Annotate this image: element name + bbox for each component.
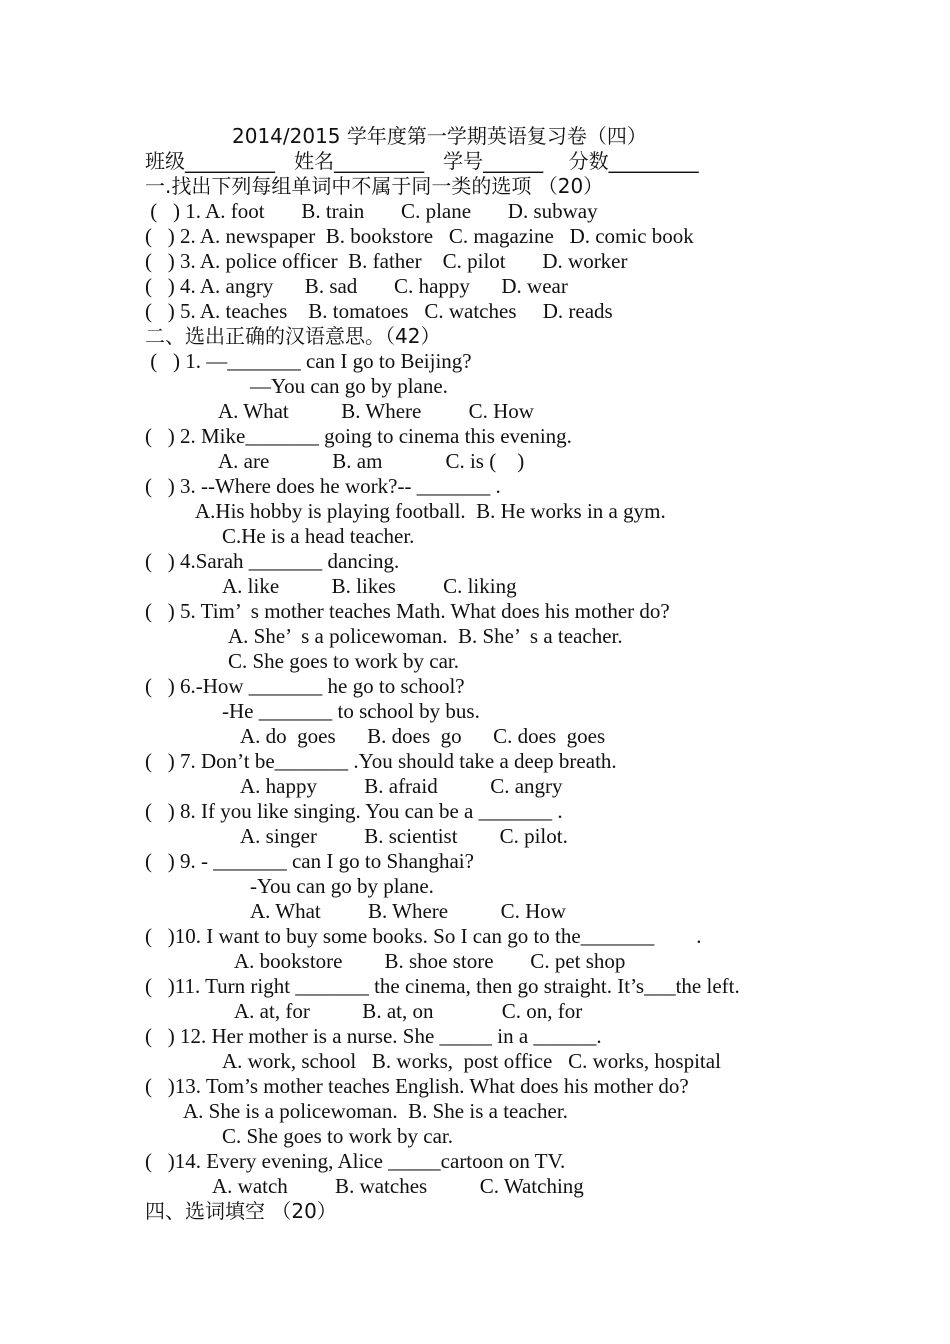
answer-line: -You can go by plane.: [250, 874, 434, 898]
student-info-line: 班级_________ 姓名_________ 学号______ 分数_________: [145, 149, 699, 173]
question-line: ( ) 4. A. angry B. sad C. happy D. wear: [145, 274, 568, 298]
options-line: A. She’ s a policewoman. B. She’ s a teacher.: [228, 624, 623, 648]
question-line: ( ) 3. --Where does he work?-- _______ .: [145, 474, 501, 498]
question-line: ( ) 6.-How _______ he go to school?: [145, 674, 465, 698]
question-line: ( ) 5. Tim’ s mother teaches Math. What does his mother do?: [145, 599, 670, 623]
question-line: ( ) 8. If you like singing. You can be a _______ .: [145, 799, 563, 823]
answer-line: -He _______ to school by bus.: [222, 699, 480, 723]
options-line: A. like B. likes C. liking: [222, 574, 517, 598]
question-line: ( )10. I want to buy some books. So I can go to the_______ .: [145, 924, 702, 948]
options-line: C.He is a head teacher.: [222, 524, 415, 548]
question-line: ( )13. Tom’s mother teaches English. What does his mother do?: [145, 1074, 689, 1098]
question-line: ( ) 7. Don’t be_______ .You should take a deep breath.: [145, 749, 617, 773]
options-line: A. do goes B. does go C. does goes: [240, 724, 606, 748]
question-line: ( ) 1. A. foot B. train C. plane D. subway: [145, 199, 598, 223]
options-line: C. She goes to work by car.: [222, 1124, 453, 1148]
question-line: ( ) 9. - _______ can I go to Shanghai?: [145, 849, 474, 873]
answer-line: —You can go by plane.: [250, 374, 448, 398]
options-line: A. What B. Where C. How: [250, 899, 566, 923]
options-line: A. She is a policewoman. B. She is a teacher.: [183, 1099, 568, 1123]
section-2-heading: 二、选出正确的汉语意思。（42）: [145, 324, 441, 348]
options-line: A. bookstore B. shoe store C. pet shop: [234, 949, 626, 973]
question-line: ( ) 5. A. teaches B. tomatoes C. watches D. reads: [145, 299, 613, 323]
options-line: A.His hobby is playing football. B. He works in a gym.: [195, 499, 666, 523]
options-line: A. work, school B. works, post office C. works, hospital: [222, 1049, 721, 1073]
question-line: ( ) 3. A. police officer B. father C. pilot D. worker: [145, 249, 628, 273]
section-1-heading: 一.找出下列每组单词中不属于同一类的选项 （20）: [145, 174, 604, 198]
options-line: A. watch B. watches C. Watching: [212, 1174, 584, 1198]
options-line: C. She goes to work by car.: [228, 649, 459, 673]
question-line: ( ) 4.Sarah _______ dancing.: [145, 549, 400, 573]
options-line: A. are B. am C. is ( ): [218, 449, 525, 473]
exam-title: 2014/2015 学年度第一学期英语复习卷（四）: [232, 124, 647, 148]
question-line: ( )11. Turn right _______ the cinema, then go straight. It’s___the left.: [145, 974, 740, 998]
section-4-heading: 四、选词填空 （20）: [145, 1199, 337, 1223]
options-line: A. singer B. scientist C. pilot.: [240, 824, 568, 848]
question-line: ( ) 1. —_______ can I go to Beijing?: [145, 349, 472, 373]
question-line: ( )14. Every evening, Alice _____cartoon on TV.: [145, 1149, 566, 1173]
options-line: A. at, for B. at, on C. on, for: [234, 999, 583, 1023]
question-line: ( ) 2. Mike_______ going to cinema this evening.: [145, 424, 572, 448]
options-line: A. What B. Where C. How: [218, 399, 534, 423]
question-line: ( ) 2. A. newspaper B. bookstore C. magazine D. comic book: [145, 224, 694, 248]
options-line: A. happy B. afraid C. angry: [240, 774, 563, 798]
question-line: ( ) 12. Her mother is a nurse. She _____ in a ______.: [145, 1024, 602, 1048]
